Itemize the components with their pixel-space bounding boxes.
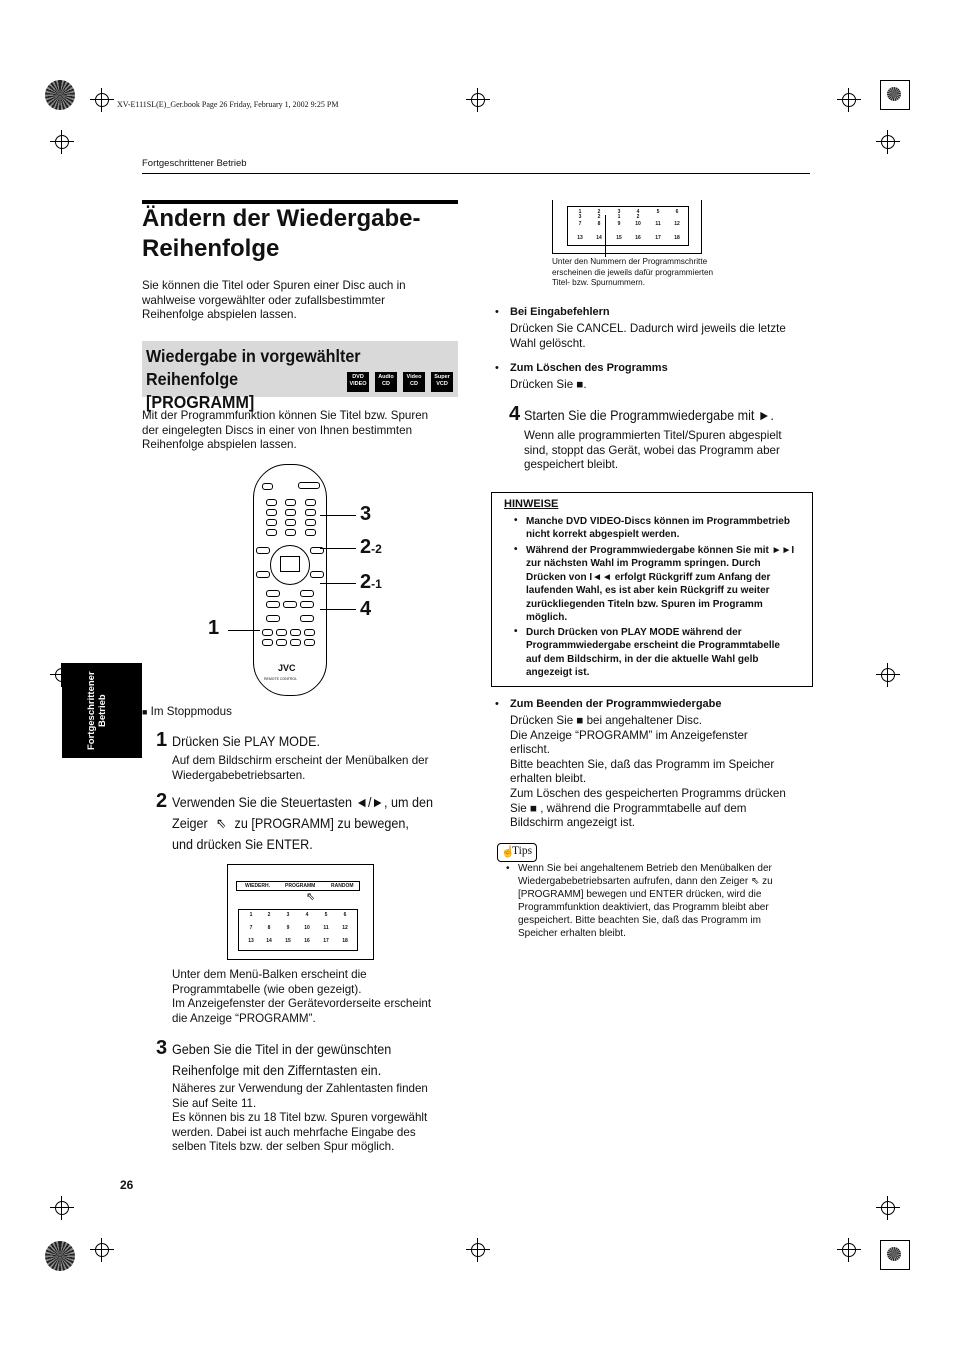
callout-line [320, 548, 356, 549]
text-line: erscheinen die jeweils dafür programmierten [552, 267, 714, 277]
text-line: Sie können die Titel oder Spuren einer Disc auch in [142, 279, 406, 292]
text-line: sind, stoppt das Gerät, wobei das Programm aber [524, 443, 780, 457]
text-line: Sie auf Seite 11. [172, 1096, 257, 1110]
step-1-text [172, 754, 462, 783]
callout-2-2: 2-2 [360, 536, 382, 558]
text-line: die Anzeige “PROGRAMM”. [172, 1011, 316, 1025]
text-line: Wiedergabebetriebsarten. [172, 768, 306, 782]
text-line: erlischt. [510, 743, 550, 757]
text-line: Wiedergabe in vorgewählter Reihenfolge [146, 346, 361, 389]
text-line: erhalten bleibt. [510, 772, 587, 786]
remote-caption: REMOTE CONTROL [264, 677, 298, 681]
tips-text [518, 862, 808, 940]
callout-line [320, 515, 356, 516]
text-line: Zum Löschen des gespeicherten Programms drücken [510, 786, 786, 800]
text-line: Unter dem Menü-Balken erscheint die [172, 968, 367, 981]
page-number: 26 [120, 1178, 134, 1192]
text-line: Bitte beachten Sie, daß das Programm im Speicher [510, 757, 775, 771]
registration-square [880, 1240, 910, 1270]
text-line: Wiedergabebetriebsarten aufrufen, dann den Zeiger ⇖ zu [518, 876, 773, 887]
crosshair-mark [90, 1238, 114, 1262]
text-line: Wahl gelöscht. [510, 336, 586, 350]
bullet-heading-delete-program: Zum Löschen des Programms [510, 362, 668, 374]
step-4-number: 4 [509, 403, 521, 425]
crosshair-mark [876, 663, 900, 687]
print-header: XV-E111SL(E)_Ger.book Page 26 Friday, February 1, 2002 9:25 PM [117, 100, 339, 109]
running-head: Fortgeschrittener Betrieb [142, 158, 247, 169]
callout-1: 1 [208, 617, 220, 639]
text-line: Wenn alle programmierten Titel/Spuren abgespielt [524, 429, 782, 442]
step-3-title [172, 1039, 460, 1081]
program-grid: 1 2 3 4 5 6 7 8 9 10 11 12 13 14 15 16 17 18 [238, 909, 358, 951]
step-4-title: Starten Sie die Programmwiedergabe mit ►. [524, 407, 774, 423]
step-1-title: Drücken Sie PLAY MODE. [172, 733, 320, 749]
title-line: Ändern der Wiedergabe- [142, 205, 421, 232]
bullet-heading-end-program: Zum Beenden der Programmwiedergabe [510, 698, 722, 710]
text-line: Reihenfolge abspielen lassen. [142, 308, 297, 322]
text-line: Speicher erhalten bleibt. [518, 928, 626, 939]
step-2-title [172, 792, 460, 855]
bullet-text [510, 322, 810, 351]
crosshair-mark [50, 1196, 74, 1220]
tips-label: Tips [512, 845, 533, 857]
text-line: Näheres zur Verwendung der Zahlentasten finden [172, 1082, 428, 1095]
top-grid-illustration [552, 200, 702, 254]
text-line: Mit der Programmfunktion können Sie Titel bzw. Spuren [142, 409, 429, 422]
step-2-text [172, 968, 462, 1026]
registration-disc [45, 1241, 75, 1271]
callout-3: 3 [360, 503, 372, 525]
crosshair-mark [90, 88, 114, 112]
dvd-video-badge: DVD VIDEO [347, 372, 369, 392]
text-line: gespeichert bleibt. [524, 458, 619, 472]
text-line: Zeiger ⇖ zu [PROGRAMM] zu bewegen, [172, 813, 460, 834]
crosshair-mark [50, 130, 74, 154]
bullet-text [510, 714, 810, 831]
text-line: Reihenfolge abspielen lassen. [142, 438, 297, 452]
notes-title: HINWEISE [504, 498, 559, 510]
step-4-text [524, 429, 814, 473]
text-line: Drücken Sie CANCEL. Dadurch wird jeweils die letzte [510, 322, 786, 335]
section-heading-box [142, 341, 458, 412]
note-item: Während der Programmwiedergabe können Sie mit ►►I zur nächsten Wahl im Programm springen. Durch Drücken von I◄◄ erfolgt Rückgriff zum Anfang der laufenden Wahl, es ist aber kein Rückgriff zu weiter zurückliegenden Titeln bzw. Spuren im Programm möglich. [526, 545, 795, 624]
remote-control-illustration [253, 464, 327, 696]
callout-line [320, 609, 356, 610]
stop-mode-note: ■ Im Stoppmodus [142, 705, 232, 718]
registration-square [880, 80, 910, 110]
program-screen-illustration [227, 864, 374, 960]
text-line: Programmfunktion deaktiviert, das Programm bleibt aber [518, 902, 769, 913]
tips-badge [497, 843, 537, 862]
section-intro [142, 409, 462, 453]
pointer-icon: ⇖ [215, 815, 227, 831]
grid-caption [552, 257, 792, 289]
text-line: und drücken Sie ENTER. [172, 836, 313, 852]
crosshair-mark [876, 130, 900, 154]
notes-box: HINWEISE • Manche DVD VIDEO-Discs können im Programmbetrieb nicht korrekt abgespielt werden. • Während der Programmwiedergabe können Sie mit ►►I zur nächsten Wahl im Programm springen. Durch Drücken von I◄◄ erfolgt Rückgriff zum Anfang der laufenden Wahl, es ist aber kein Rückgriff zu weiter zurückliegenden Titeln bzw. Spuren im Programm möglich. • Durch Drücken von PLAY MODE während der Programmwiedergabe erscheint die Programmtabelle auf dem Bildschirm, in der die aktuelle Wahl gelb angezeigt ist. [491, 492, 813, 687]
callout-line [320, 583, 356, 584]
bullet-dot: • [506, 863, 510, 874]
title-line: Reihenfolge [142, 235, 280, 262]
step-1-number: 1 [156, 729, 168, 751]
crosshair-mark [876, 1196, 900, 1220]
text-line: Verwenden Sie die Steuertasten ◄/►, um den [172, 794, 433, 810]
program-grid: 1 2 3 4 5 6 3 2 1 2 7 8 9 10 11 12 13 14 15 16 17 18 [567, 206, 689, 246]
step-3-number: 3 [156, 1037, 168, 1059]
text-line: Titel- bzw. Spurnummern. [552, 278, 645, 288]
text-line: gespeichert. Bitte beachten Sie, daß das Programm im [518, 915, 761, 926]
step-3-text [172, 1082, 462, 1155]
text-line: Die Anzeige “PROGRAMM” im Anzeigefenster [510, 728, 748, 742]
text-line: Im Anzeigefenster der Gerätevorderseite erscheint [172, 997, 432, 1011]
audio-cd-badge: Audio CD [375, 372, 397, 392]
text-line: Reihenfolge mit den Zifferntasten ein. [172, 1062, 382, 1078]
step-2-number: 2 [156, 790, 168, 812]
text-line: werden. Dabei ist auch mehrfache Eingabe des [172, 1125, 416, 1139]
text-line: Programmtabelle (wie oben gezeigt). [172, 982, 362, 996]
text-line: der eingelegten Discs in einer von Ihnen bestimmten [142, 423, 413, 437]
pointer-icon: ⇖ [750, 876, 760, 887]
text-line: [PROGRAMM] bewegen und ENTER drücken, wird die [518, 889, 762, 900]
crosshair-mark [837, 88, 861, 112]
brand-logo: JVC [278, 663, 296, 673]
crosshair-mark [466, 88, 490, 112]
text-line: selben Titels bzw. der selben Spur möglich. [172, 1140, 395, 1154]
registration-disc [45, 80, 75, 110]
text-line: Auf dem Bildschirm erscheint der Menübalken der [172, 754, 429, 767]
text-line: Sie ■ , während die Programmtabelle auf dem [510, 801, 747, 815]
bullet-text: Drücken Sie ■. [510, 378, 587, 391]
bullet-heading-input-errors: Bei Eingabefehlern [510, 306, 610, 318]
page-title [142, 204, 462, 264]
menu-bar: WIEDERH. PROGRAMM RANDOM [236, 881, 360, 891]
callout-line [228, 630, 260, 631]
text-line: Geben Sie die Titel in der gewünschten [172, 1041, 392, 1057]
text-line: wahlweise vorgewählter oder zufallsbestimmter [142, 293, 385, 307]
text-line: Drücken Sie ■ bei angehaltener Disc. [510, 714, 702, 727]
text-line: Bildschirm angezeigt ist. [510, 816, 636, 830]
video-cd-badge: Video CD [403, 372, 425, 392]
header-rule [142, 173, 810, 174]
bullet-dot: • [495, 362, 499, 374]
text-line: Unter den Nummern der Programmschritte [552, 257, 708, 266]
hand-icon: ☝ [501, 846, 515, 858]
super-vcd-badge: Super VCD [431, 372, 453, 392]
pointer-icon: ⇖ [306, 891, 316, 903]
bullet-dot: • [495, 306, 499, 318]
text-line: Wenn Sie bei angehaltenem Betrieb den Menübalken der [518, 863, 772, 874]
text-line: [PROGRAMM] [146, 392, 255, 412]
crosshair-mark [837, 1238, 861, 1262]
callout-4: 4 [360, 598, 372, 620]
crosshair-mark [466, 1238, 490, 1262]
text-line: Es können bis zu 18 Titel bzw. Spuren vorgewählt [172, 1111, 428, 1125]
side-tab-label: Fortgeschrittener Betrieb [86, 671, 108, 751]
callout-2-1: 2-1 [360, 571, 382, 593]
callout-line [605, 215, 606, 257]
bullet-dot: • [495, 698, 499, 710]
intro-paragraph [142, 279, 458, 323]
note-item: Durch Drücken von PLAY MODE während der Programmwiedergabe erscheint die Programmtabelle auf dem Bildschirm, in der die aktuelle Wahl gelb angezeigt ist. [526, 627, 780, 679]
note-item: Manche DVD VIDEO-Discs können im Programmbetrieb nicht korrekt abgespielt werden. [526, 516, 790, 541]
